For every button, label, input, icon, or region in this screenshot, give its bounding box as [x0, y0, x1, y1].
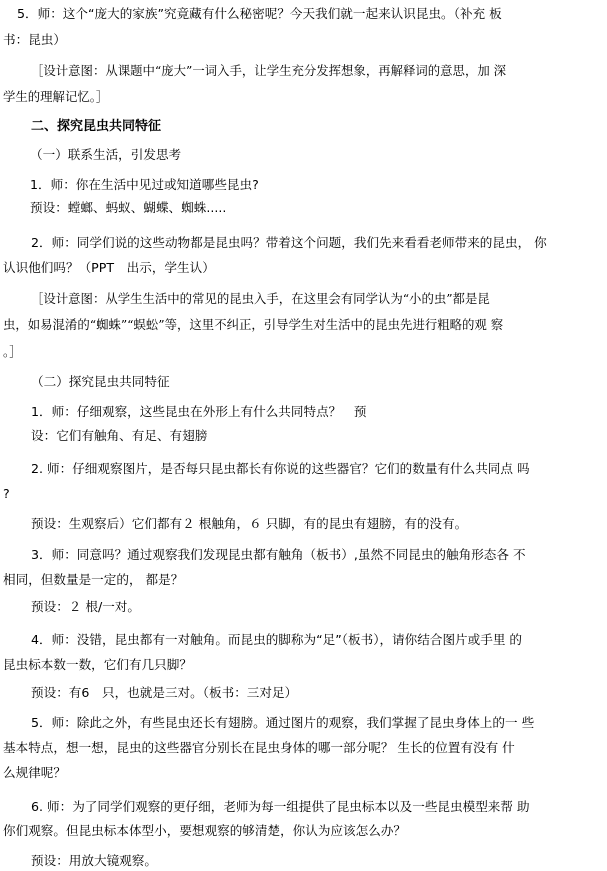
- line-s2-q5-part1: 5．师：除此之外，有些昆虫还长有翅膀。通过图片的观察，我们掌握了昆虫身体上的一 些: [31, 715, 535, 730]
- line-s2-q5-part3: 么规律呢？: [3, 765, 66, 780]
- design-intent-2-part1: ［设计意图：从学生生活中的常见的昆虫入手，在这里会有同学认为“小的虫”都是昆: [31, 291, 490, 306]
- line-s2-q3-part1: 3．师：同意吗？通过观察我们发现昆虫都有触角（板书）,虽然不同昆虫的触角形态各 不: [31, 547, 526, 562]
- line-s2-q4-part1: 4．师：没错，昆虫都有一对触角。而昆虫的脚称为“足”（板书），请你结合图片或手里 的: [31, 632, 523, 647]
- line-s2-q4-part2: 昆虫标本数一数，它们有几只脚？: [3, 657, 192, 672]
- subsection-heading-1: （一）联系生活，引发思考: [30, 147, 182, 162]
- design-intent-1-part2: 学生的理解记忆。］: [3, 89, 109, 104]
- line-q2-part2: 认识他们吗？（PPT 出示，学生认）: [3, 260, 215, 275]
- line-s2-q3-part2: 相同，但数量是一定的， 都是？: [3, 572, 184, 587]
- line-q2-part1: 2．师：同学们说的这些动物都是昆虫吗？带着这个问题，我们先来看看老师带来的昆虫， 你: [31, 235, 547, 250]
- design-intent-2-part3: 。］: [3, 344, 22, 359]
- line-s2-q4-preset: 预设：有6 只，也就是三对。（板书：三对足）: [31, 685, 298, 700]
- line-s2-q1-part2: 设：它们有触角、有足、有翅膀: [31, 428, 208, 443]
- section-heading-2: 二、探究昆虫共同特征: [31, 119, 162, 134]
- subsection-heading-2: （二）探究昆虫共同特征: [31, 374, 170, 389]
- line-s2-q6-part1: 6. 师：为了同学们观察的更仔细，老师为每一组提供了昆虫标本以及一些昆虫模型来帮 助: [31, 799, 530, 814]
- line-q1: 1．师：你在生活中见过或知道哪些昆虫?: [30, 177, 259, 192]
- line-s2-q2-part2: ?: [3, 486, 10, 501]
- line-item5-part2: 书：昆虫）: [3, 32, 66, 47]
- line-item5-part1: 5．师：这个“庞大的家族”究竟藏有什么秘密呢？今天我们就一起来认识昆虫。（补充 板: [17, 6, 502, 21]
- design-intent-2-part2: 虫，如易混淆的“蜘蛛”“蜈蚣”等，这里不纠正，引导学生对生活中的昆虫先进行粗略的观 察: [3, 317, 504, 332]
- line-s2-q6-preset: 预设：用放大镜观察。: [31, 853, 157, 868]
- line-s2-q1-part1: 1．师：仔细观察，这些昆虫在外形上有什么共同特点？ 预: [31, 404, 367, 419]
- line-q1-preset: 预设：螳螂、蚂蚁、蝴蝶、蜘蛛.....: [30, 200, 227, 215]
- design-intent-1-part1: ［设计意图：从课题中“庞大”一词入手，让学生充分发挥想象，再解释词的意思，加 深: [31, 63, 507, 78]
- line-s2-q5-part2: 基本特点，想一想，昆虫的这些器官分别长在昆虫身体的哪一部分呢？ 生长的位置有没有 什: [3, 740, 515, 755]
- line-s2-q6-part2: 你们观察。但昆虫标本体型小，要想观察的够清楚，你认为应该怎么办？: [3, 823, 406, 838]
- line-s2-q2-preset: 预设：生观察后）它们都有２ 根触角，６ 只脚，有的昆虫有翅膀，有的没有。: [31, 516, 468, 531]
- line-s2-q3-preset: 预设：２ 根/一对。: [31, 599, 140, 614]
- line-s2-q2-part1: 2. 师：仔细观察图片，是否每只昆虫都长有你说的这些器官？它们的数量有什么共同点 吗: [31, 461, 530, 476]
